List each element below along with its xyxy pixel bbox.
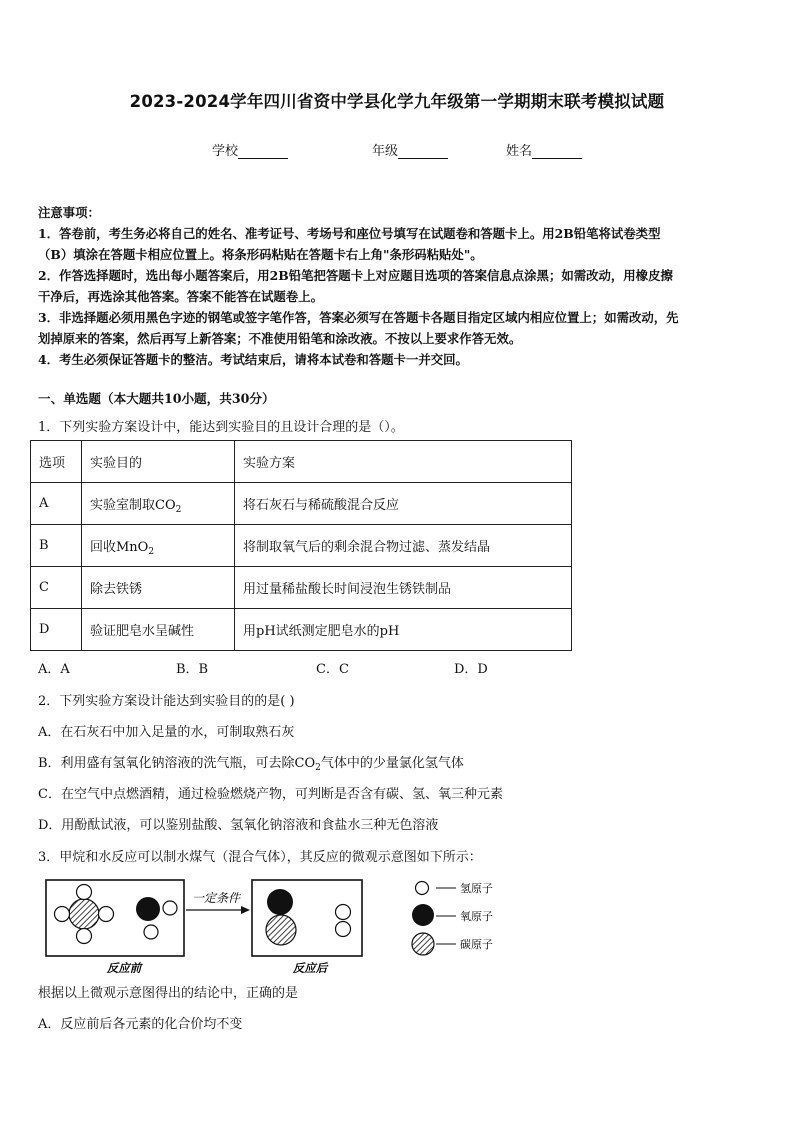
goal-text: 实验室制取CO xyxy=(90,498,176,513)
goal-cell xyxy=(82,483,235,525)
q3-stem: 3．甲烷和水反应可以制水煤气（混合气体），其反应的微观示意图如下所示： xyxy=(38,850,482,865)
table-row xyxy=(31,567,572,609)
table-header-row xyxy=(31,441,572,483)
q2-option-d: D．用酚酞试液，可以鉴别盐酸、氢氧化钠溶液和食盐水三种无色溶液 xyxy=(38,818,439,833)
option-cell: D xyxy=(31,609,82,651)
goal-cell xyxy=(82,525,235,567)
section-heading: 一、单选题（本大题共10小题，共30分） xyxy=(38,391,275,406)
table-row xyxy=(31,609,572,651)
notes-line: 1．答卷前，考生务必将自己的姓名、准考证号、考场号和座位号填写在试题卷和答题卡上。用2B铅笔将试卷类型 xyxy=(38,226,661,241)
header-cell: 实验目的 xyxy=(82,441,235,483)
notes-heading: 注意事项： xyxy=(38,205,100,220)
q1-choice-a: A．A xyxy=(38,662,70,677)
header-cell: 实验方案 xyxy=(235,441,572,483)
school-field xyxy=(212,140,288,159)
q1-table xyxy=(30,440,572,651)
hydrogen-atom xyxy=(336,922,351,937)
plan-cell: 用过量稀盐酸长时间浸泡生锈铁制品 xyxy=(235,567,572,609)
notes-block xyxy=(38,202,760,370)
hydrogen-atom xyxy=(55,907,70,922)
oxygen-atom xyxy=(267,889,293,915)
notes-line: 4．考生必须保证答题卡的整洁。考试结束后，请将本试卷和答题卡一并交回。 xyxy=(38,352,468,367)
q2-b-subscript: 2 xyxy=(315,763,321,773)
hydrogen-atom xyxy=(77,929,92,944)
header-cell: 选项 xyxy=(31,441,82,483)
table-row xyxy=(31,525,572,567)
q2-option-c: C．在空气中点燃酒精，通过检验燃烧产物，可判断是否含有碳、氢、氧三种元素 xyxy=(38,787,503,802)
legend-carbon-icon xyxy=(412,933,434,955)
arrow-label: 一定条件 xyxy=(191,891,241,905)
notes-line: 2．作答选择题时，选出每小题答案后，用2B铅笔把答题卡上对应题目选项的答案信息点涂黑；如需改动，用橡皮擦 xyxy=(38,268,673,283)
oxygen-atom xyxy=(136,897,160,921)
plan-cell: 将制取氧气后的剩余混合物过滤、蒸发结晶 xyxy=(235,525,572,567)
name-blank[interactable] xyxy=(532,144,582,159)
q1-choice-b: B．B xyxy=(176,662,209,677)
option-cell: B xyxy=(31,525,82,567)
q2-option-b xyxy=(38,752,464,771)
q2-option-a: A．在石灰石中加入足量的水，可制取熟石灰 xyxy=(38,725,295,740)
carbon-atom xyxy=(266,915,296,945)
hydrogen-atom xyxy=(99,907,114,922)
option-cell: C xyxy=(31,567,82,609)
goal-text: 除去铁锈 xyxy=(90,582,143,597)
arrow-head-icon xyxy=(241,906,250,914)
goal-subscript: 2 xyxy=(175,505,182,515)
legend-hydrogen-label: 氢原子 xyxy=(460,882,493,895)
school-blank[interactable] xyxy=(238,144,288,159)
legend-hydrogen-icon xyxy=(416,882,429,895)
goal-subscript: 2 xyxy=(148,547,155,557)
table-row xyxy=(31,483,572,525)
goal-cell xyxy=(82,567,235,609)
legend-oxygen-label: 氧原子 xyxy=(460,910,493,923)
hydrogen-atom xyxy=(77,885,92,900)
after-label: 反应后 xyxy=(292,961,328,975)
hydrogen-atom xyxy=(144,925,158,939)
before-label: 反应前 xyxy=(106,961,142,975)
hydrogen-atom xyxy=(163,901,177,915)
legend-carbon-label: 碳原子 xyxy=(460,938,493,951)
hydrogen-atom xyxy=(336,905,351,920)
grade-label: 年级 xyxy=(372,144,399,159)
name-field xyxy=(506,140,582,159)
notes-line: 划掉原来的答案，然后再写上新答案；不准使用铅笔和涂改液。不按以上要求作答无效。 xyxy=(38,331,522,346)
plan-cell: 将石灰石与稀硫酸混合反应 xyxy=(235,483,572,525)
goal-cell xyxy=(82,609,235,651)
school-label: 学校 xyxy=(212,144,239,159)
q2-b-text-end: 气体中的少量氯化氢气体 xyxy=(320,756,464,771)
reaction-diagram xyxy=(38,872,538,977)
notes-line: （B）填涂在答题卡相应位置上。将条形码粘贴在答题卡右上角"条形码粘贴处"。 xyxy=(38,247,483,262)
page-title: 2023-2024学年四川省资中学县化学九年级第一学期期末联考模拟试题 xyxy=(129,92,665,111)
goal-text: 回收MnO xyxy=(90,540,149,555)
q2-stem: 2．下列实验方案设计能达到实验目的的是( ) xyxy=(38,694,295,709)
option-cell: A xyxy=(31,483,82,525)
goal-text: 验证肥皂水呈碱性 xyxy=(90,624,195,639)
grade-field xyxy=(372,140,448,159)
q1-stem: 1．下列实验方案设计中，能达到实验目的且设计合理的是（）。 xyxy=(38,420,404,435)
notes-line: 干净后，再选涂其他答案。答案不能答在试题卷上。 xyxy=(38,289,323,304)
q1-choice-d: D．D xyxy=(454,662,488,677)
plan-cell: 用pH试纸测定肥皂水的pH xyxy=(235,609,572,651)
legend-oxygen-icon xyxy=(412,904,434,926)
name-label: 姓名 xyxy=(506,144,533,159)
notes-line: 3．非选择题必须用黑色字迹的钢笔或签字笔作答，答案必须写在答题卡各题目指定区域内相应位置上；如需改动，先 xyxy=(38,310,679,325)
q3-option-a: A．反应前后各元素的化合价均不变 xyxy=(38,1017,243,1032)
grade-blank[interactable] xyxy=(398,144,448,159)
q1-choice-c: C．C xyxy=(316,662,349,677)
carbon-atom xyxy=(69,899,99,929)
q2-b-text: B．利用盛有氢氧化钠溶液的洗气瓶，可去除CO xyxy=(38,756,316,771)
q3-conclusion: 根据以上微观示意图得出的结论中，正确的是 xyxy=(38,986,299,1001)
